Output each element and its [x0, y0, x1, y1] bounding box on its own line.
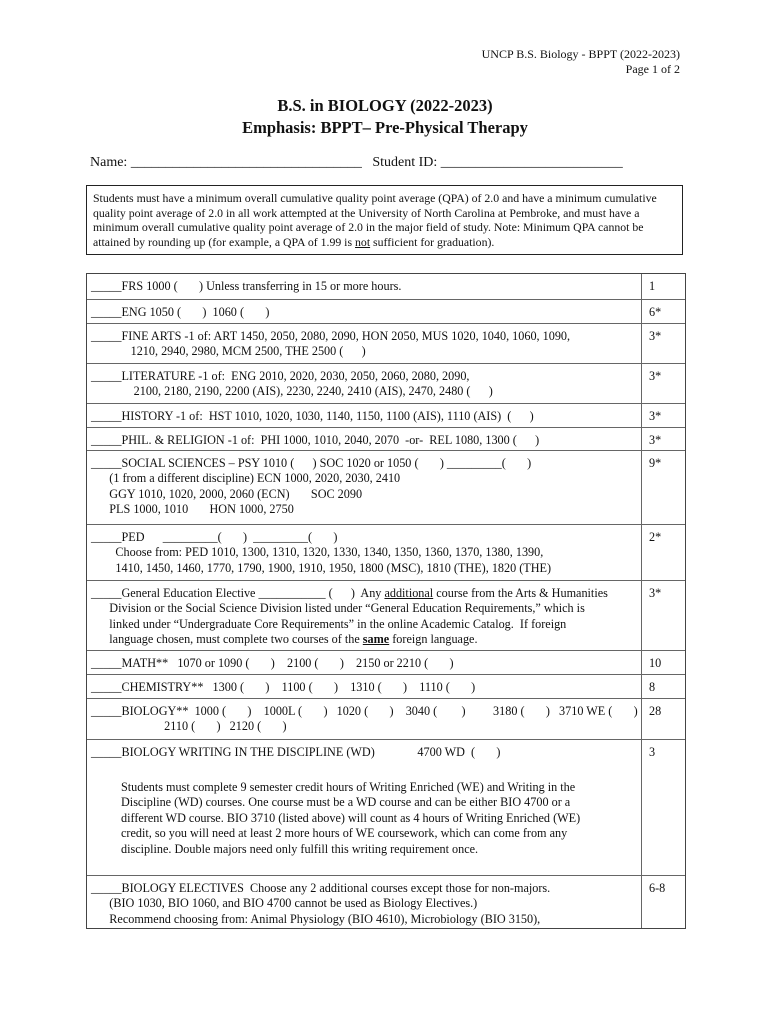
- row-gen-ed-elective-credits: 3*: [649, 586, 662, 600]
- row-fine-arts-credits: 3*: [649, 329, 662, 343]
- document-subtitle: Emphasis: BPPT– Pre-Physical Therapy: [242, 118, 528, 137]
- column-divider: [641, 675, 642, 698]
- row-social-sciences-credits: 9*: [649, 456, 662, 470]
- row-chemistry-credits: 8: [649, 680, 656, 694]
- row-biology-electives-credits: 6-8: [649, 881, 666, 895]
- row-biology-wd-text[interactable]: _____BIOLOGY WRITING IN THE DISCIPLINE (WD) 4700 WD ( ): [91, 745, 501, 759]
- document-title: B.S. in BIOLOGY (2022-2023): [277, 96, 493, 115]
- column-divider: [641, 581, 642, 650]
- row-chemistry-text[interactable]: _____CHEMISTRY** 1300 ( ) 1100 ( ) 1310 ( ) 1110 ( ): [91, 680, 476, 694]
- column-divider: [641, 300, 642, 323]
- column-divider: [641, 876, 642, 928]
- column-divider: [641, 451, 642, 524]
- row-phil-religion: [87, 428, 685, 451]
- row-frs: [87, 274, 685, 300]
- row-eng: [87, 300, 685, 324]
- column-divider: [641, 699, 642, 739]
- row-frs-text[interactable]: _____FRS 1000 ( ) Unless transferring in 15 or more hours.: [91, 279, 402, 293]
- gen-ed-text-c: foreign language.: [389, 631, 478, 646]
- row-fine-arts: [87, 324, 685, 364]
- column-divider: [641, 324, 642, 363]
- column-divider: [641, 740, 642, 875]
- column-divider: [641, 428, 642, 450]
- row-gen-ed-elective: [87, 581, 685, 651]
- row-phil-religion-credits: 3*: [649, 433, 662, 447]
- row-frs-credits: 1: [649, 279, 656, 293]
- gen-ed-text-b: course from the Arts & Humanities Division or the Social Science Division listed under “General Education Requirements,” which is linked under “Undergraduate Core Requirements” in the online Academic Catalog. If foreign language chosen, must complete two courses of the: [109, 586, 608, 646]
- row-fine-arts-text[interactable]: _____FINE ARTS -1 of: ART 1450, 2050, 2080, 2090, HON 2050, MUS 1020, 1040, 1060, 1090, 1210, 2940, 2980, MCM 2500, THE 2500 ( ): [91, 329, 571, 359]
- name-student-id-field[interactable]: Name: _________________________________ Student ID: __________________________: [90, 155, 623, 170]
- row-social-sciences-text[interactable]: _____SOCIAL SCIENCES – PSY 1010 ( ) SOC 1020 or 1050 ( ) _________( ) (1 from a different discipline) ECN 1000, 2020, 2030, 2410 GGY 1010, 1020, 2000, 2060 (ECN) SOC 2090 PLS 1000, 1010 HON 1000, 2750: [91, 456, 532, 516]
- row-eng-text[interactable]: _____ENG 1050 ( ) 1060 ( ): [91, 305, 270, 319]
- row-history-text[interactable]: _____HISTORY -1 of: HST 1010, 1020, 1030, 1140, 1150, 1100 (AIS), 1110 (AIS) ( ): [91, 409, 534, 423]
- row-ped-credits: 2*: [649, 530, 662, 544]
- qpa-notice: [86, 185, 683, 255]
- row-eng-credits: 6*: [649, 305, 662, 319]
- page-header: [482, 47, 680, 77]
- row-literature: [87, 364, 685, 404]
- row-ped: [87, 525, 685, 581]
- row-chemistry: [87, 675, 685, 699]
- row-history: [87, 404, 685, 428]
- notice-text-2: sufficient for graduation).: [370, 234, 495, 249]
- column-divider: [641, 364, 642, 403]
- row-math-text[interactable]: _____MATH** 1070 or 1090 ( ) 2100 ( ) 2150 or 2210 ( ): [91, 656, 454, 670]
- row-phil-religion-text[interactable]: _____PHIL. & RELIGION -1 of: PHI 1000, 1010, 2040, 2070 -or- REL 1080, 1300 ( ): [91, 433, 540, 447]
- gen-ed-emphasis-same: same: [362, 631, 390, 646]
- row-biology: [87, 699, 685, 740]
- row-history-credits: 3*: [649, 409, 662, 423]
- row-biology-text[interactable]: _____BIOLOGY** 1000 ( ) 1000L ( ) 1020 ( ) 3040 ( ) 3180 ( ) 3710 WE ( ) 2110 ( ) 2120 ( ): [91, 704, 638, 734]
- row-biology-wd-credits: 3: [649, 745, 656, 759]
- row-biology-electives: [87, 876, 685, 928]
- row-biology-wd: [87, 740, 685, 876]
- notice-text-1: Students must have a minimum overall cumulative quality point average (QPA) of 2.0 and have a minimum cumulative quality point average of 2.0 in all work attempted at the University of North Carolina at Pembroke, and must have a minimum overall cumulative quality point average of 2.0 in the major field of study. Note: Minimum QPA cannot be attained by rounding up (for example, a QPA of 1.99 is: [93, 191, 657, 249]
- row-gen-ed-elective-text[interactable]: [91, 586, 637, 647]
- row-math-credits: 10: [649, 656, 662, 670]
- gen-ed-text-a: _____General Education Elective ___________ ( ) Any: [91, 586, 385, 600]
- header-page-number: Page 1 of 2: [625, 62, 680, 76]
- row-literature-text[interactable]: _____LITERATURE -1 of: ENG 2010, 2020, 2030, 2050, 2060, 2080, 2090, 2100, 2180, 2190, 2200 (AIS), 2230, 2240, 2410 (AIS), 2470, 2480 ( ): [91, 369, 493, 399]
- row-math: [87, 651, 685, 675]
- column-divider: [641, 525, 642, 580]
- requirements-table: [86, 273, 686, 929]
- column-divider: [641, 274, 642, 299]
- row-social-sciences: [87, 451, 685, 525]
- row-biology-electives-text[interactable]: _____BIOLOGY ELECTIVES Choose any 2 additional courses except those for non-majors. (BIO 1030, BIO 1060, and BIO 4700 cannot be used as Biology Electives.) Recommend choosing from: Animal Physiology (BIO 4610), Microbiology (BIO 3150),: [91, 881, 551, 926]
- column-divider: [641, 404, 642, 427]
- row-ped-text[interactable]: _____PED _________( ) _________( ) Choose from: PED 1010, 1300, 1310, 1320, 1330, 1340, 1350, 1360, 1370, 1380, 1390, 1410, 1450, 1460, 1770, 1790, 1900, 1910, 1950, 1800 (MSC), 1810 (THE), 1820 (THE): [91, 530, 552, 575]
- column-divider: [641, 651, 642, 674]
- gen-ed-emphasis-additional: additional: [384, 586, 434, 600]
- writing-requirement-note: Students must complete 9 semester credit hours of Writing Enriched (WE) and Writing in the Discipline (WD) courses. One course must be a WD course and can be either BIO 4700 or a different WD course. BIO 3710 (listed above) will count as 4 hours of Writing Enriched (WE) credit, so you will need at least 2 more hours of WE coursework, which can come from any discipline. Double majors need only fulfill this writing requirement once.: [121, 780, 581, 856]
- header-document-id: UNCP B.S. Biology - BPPT (2022-2023): [481, 47, 680, 61]
- row-literature-credits: 3*: [649, 369, 662, 383]
- notice-emphasis: not: [355, 234, 371, 249]
- row-biology-credits: 28: [649, 704, 662, 718]
